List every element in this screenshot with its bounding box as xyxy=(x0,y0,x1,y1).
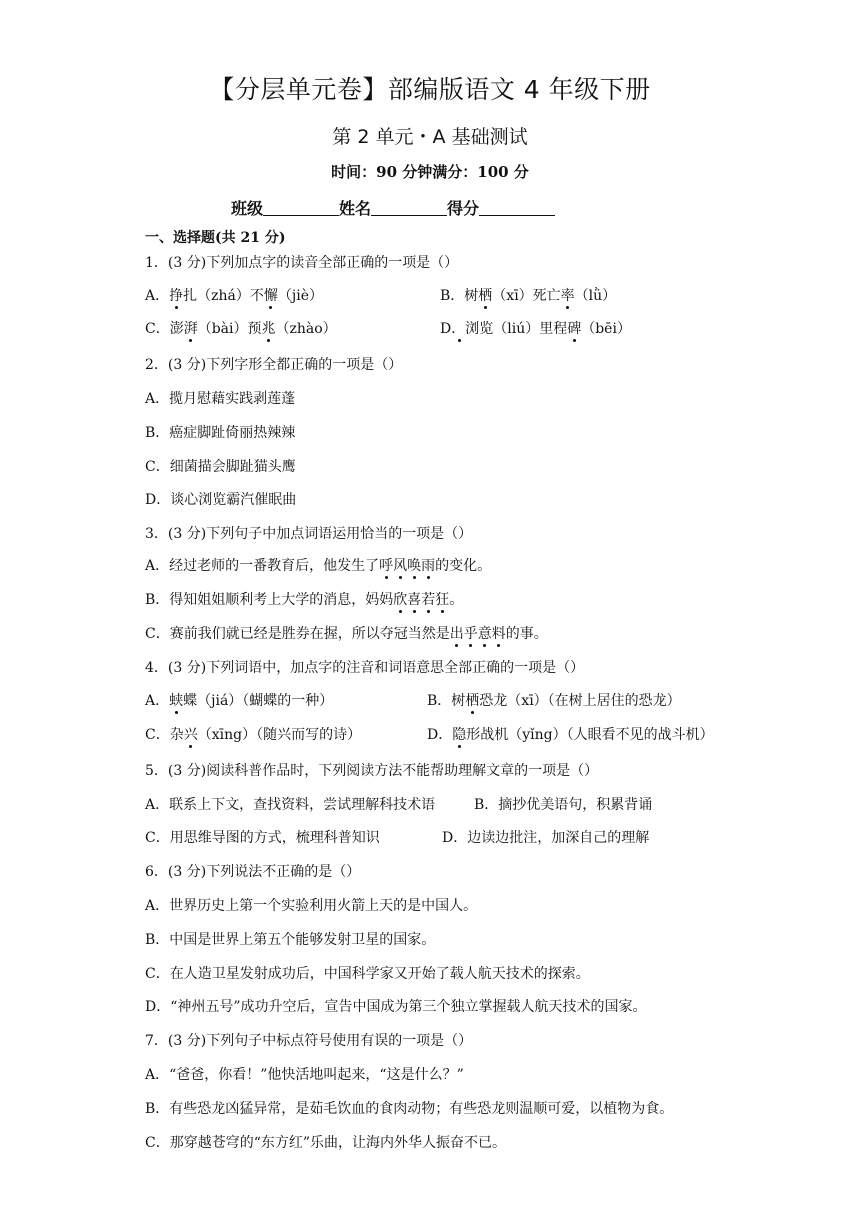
option-text: C．细菌描会脚趾猫头鹰 xyxy=(145,459,296,475)
q6-option-c[interactable] xyxy=(145,965,590,983)
option-text: （zhào） xyxy=(275,321,337,337)
question-4-stem: 4．(3 分)下列词语中，加点字的注音和词语意思全部正确的一项是（） xyxy=(145,660,585,676)
emphasis-dotted-char: 若 xyxy=(421,592,436,608)
emphasis-dotted-char: 懈 xyxy=(263,288,278,304)
emphasis-dotted-char: 喜 xyxy=(407,592,422,608)
option-text: A．“爸爸，你看！”他快活地叫起来，“这是什么？” xyxy=(145,1067,464,1083)
emphasis-dotted-char: 乎 xyxy=(463,626,478,642)
emphasis-dotted-char: 率 xyxy=(560,288,575,304)
emphasis-dotted-char: 狂 xyxy=(435,592,450,608)
option-text: （bēi） xyxy=(581,321,631,337)
q4-option-a[interactable] xyxy=(145,692,333,710)
option-text: （jiè） xyxy=(277,288,323,304)
option-text: B．得知姐姐顺利考上大学的消息，妈妈 xyxy=(145,592,394,608)
question-2-stem: 2．(3 分)下列字形全都正确的一项是（） xyxy=(145,357,403,373)
option-text: A．揽月慰藉实践剥莲蓬 xyxy=(145,391,296,407)
option-text: B．树 xyxy=(440,288,479,304)
option-text: 的事。 xyxy=(505,626,548,642)
option-text: 的变化。 xyxy=(435,558,492,574)
q2-option-a[interactable] xyxy=(145,390,295,408)
question-6-stem: 6．(3 分)下列说法不正确的是（） xyxy=(145,864,361,880)
emphasis-dotted-char: 呼 xyxy=(379,558,394,574)
option-text: B．中国是世界上第五个能够发射卫星的国家。 xyxy=(145,932,436,948)
q7-option-a[interactable] xyxy=(145,1066,464,1084)
emphasis-dotted-char: D．浏 xyxy=(440,321,480,337)
q6-option-a[interactable] xyxy=(145,897,477,915)
emphasis-dotted-char: 出 xyxy=(449,626,464,642)
q1-option-d[interactable] xyxy=(440,320,631,338)
q1-option-b[interactable] xyxy=(440,287,616,305)
option-text: C．赛前我们就已经是胜券在握，所以夺冠当然是 xyxy=(145,626,450,642)
option-text: A．联系上下文，查找资料，尝试理解科技术语 xyxy=(145,797,436,813)
option-text: A．世界历史上第一个实验利用火箭上天的是中国人。 xyxy=(145,898,478,914)
name-blank[interactable] xyxy=(371,199,447,216)
option-text: B．树 xyxy=(427,693,466,709)
option-text: C．用思维导图的方式，梳理科普知识 xyxy=(145,830,380,846)
emphasis-dotted-char: 栖 xyxy=(465,693,480,709)
q4-option-c[interactable] xyxy=(145,726,361,744)
q2-option-c[interactable] xyxy=(145,458,296,476)
question-3-stem: 3．(3 分)下列句子中加点词语运用恰当的一项是（） xyxy=(145,526,473,542)
class-label: 班级 xyxy=(231,199,264,218)
emphasis-dotted-char: 雨 xyxy=(421,558,436,574)
option-text: B．摘抄优美语句，积累背诵 xyxy=(474,797,653,813)
option-text: 恐龙（xī）（在树上居住的恐龙） xyxy=(479,693,681,709)
q3-option-c[interactable] xyxy=(145,625,548,643)
option-text: D．“神州五号”成功升空后，宣告中国成为第三个独立掌握载人航天技术的国家。 xyxy=(145,999,647,1015)
option-text: A．经过老师的一番教育后，他发生了 xyxy=(145,558,380,574)
option-text: （xīng）（随兴而写的诗） xyxy=(197,727,362,743)
option-text: C．杂 xyxy=(145,727,184,743)
question-7-stem: 7．(3 分)下列句子中标点符号使用有误的一项是（） xyxy=(145,1033,473,1049)
q5-option-d[interactable] xyxy=(442,829,649,847)
score-blank[interactable] xyxy=(479,199,555,216)
q7-option-c[interactable] xyxy=(145,1134,506,1152)
question-5-stem: 5．(3 分)阅读科普作品时，下列阅读方法不能帮助理解文章的一项是（） xyxy=(145,763,599,779)
emphasis-dotted-char: 隐 xyxy=(452,727,467,743)
q4-option-d[interactable] xyxy=(427,726,714,744)
q5-option-c[interactable] xyxy=(145,829,380,847)
option-text: C．在人造卫星发射成功后，中国科学家又开始了载人航天技术的探索。 xyxy=(145,966,590,982)
option-text: （lǜ） xyxy=(574,288,617,304)
q2-option-d[interactable] xyxy=(145,491,296,509)
emphasis-dotted-char: 料 xyxy=(491,626,506,642)
emphasis-dotted-char: 欣 xyxy=(393,592,408,608)
section-title: 一、选择题(共 21 分) xyxy=(145,230,286,246)
option-text: C．那穿越苍穹的“东方红”乐曲，让海内外华人振奋不已。 xyxy=(145,1135,507,1151)
time-line: 时间：90 分钟满分：100 分 xyxy=(331,163,529,181)
q3-option-b[interactable] xyxy=(145,591,463,609)
option-text: 形战机（yǐng）（人眼看不见的战斗机） xyxy=(466,727,714,743)
option-text: D．边读边批注，加深自己的理解 xyxy=(442,830,650,846)
emphasis-dotted-char: 意 xyxy=(477,626,492,642)
option-text: A． xyxy=(145,693,170,709)
q1-option-a[interactable] xyxy=(145,287,323,305)
score-label: 得分 xyxy=(447,199,480,218)
option-text: D． xyxy=(427,727,453,743)
page-subtitle: 第 2 单元・A 基础测试 xyxy=(332,126,528,148)
option-text: B．有些恐龙凶猛异常，是茹毛饮血的食肉动物；有些恐龙则温顺可爱，以植物为食。 xyxy=(145,1101,674,1117)
question-1-stem: 1．(3 分)下列加点字的读音全部正确的一项是（） xyxy=(145,255,459,271)
option-text: D．谈心浏览霸汽催眠曲 xyxy=(145,492,297,508)
option-text: （bài）预 xyxy=(197,321,262,337)
q6-option-b[interactable] xyxy=(145,931,435,949)
emphasis-dotted-char: 挣 xyxy=(169,288,184,304)
emphasis-dotted-char: 栖 xyxy=(478,288,493,304)
option-text: （xī）死亡 xyxy=(492,288,561,304)
option-text: C．澎 xyxy=(145,321,184,337)
emphasis-dotted-char: 风 xyxy=(393,558,408,574)
q6-option-d[interactable] xyxy=(145,998,647,1016)
emphasis-dotted-char: 蛱 xyxy=(169,693,184,709)
q4-option-b[interactable] xyxy=(427,692,681,710)
emphasis-dotted-char: 唤 xyxy=(407,558,422,574)
q1-option-c[interactable] xyxy=(145,320,337,338)
class-blank[interactable] xyxy=(263,199,339,216)
option-text: A． xyxy=(145,288,170,304)
page-title: 【分层单元卷】部编版语文 4 年级下册 xyxy=(209,75,651,104)
q5-option-b[interactable] xyxy=(474,796,652,814)
emphasis-dotted-char: 碑 xyxy=(567,321,582,337)
emphasis-dotted-char: 兆 xyxy=(261,321,276,337)
option-text: 扎（zhá）不 xyxy=(183,288,264,304)
q3-option-a[interactable] xyxy=(145,557,491,575)
option-text: 。 xyxy=(449,592,464,608)
emphasis-dotted-char: 兴 xyxy=(183,727,198,743)
option-text: B．癌症脚趾倚丽热辣辣 xyxy=(145,425,296,441)
name-label: 姓名 xyxy=(339,199,372,218)
q5-option-a[interactable] xyxy=(145,796,435,814)
q2-option-b[interactable] xyxy=(145,424,295,442)
q7-option-b[interactable] xyxy=(145,1100,673,1118)
emphasis-dotted-char: 湃 xyxy=(183,321,198,337)
option-text: 蝶（jiá）（蝴蝶的一种） xyxy=(183,693,334,709)
student-info-line xyxy=(231,196,555,219)
option-text: 览（liú）里程 xyxy=(479,321,568,337)
